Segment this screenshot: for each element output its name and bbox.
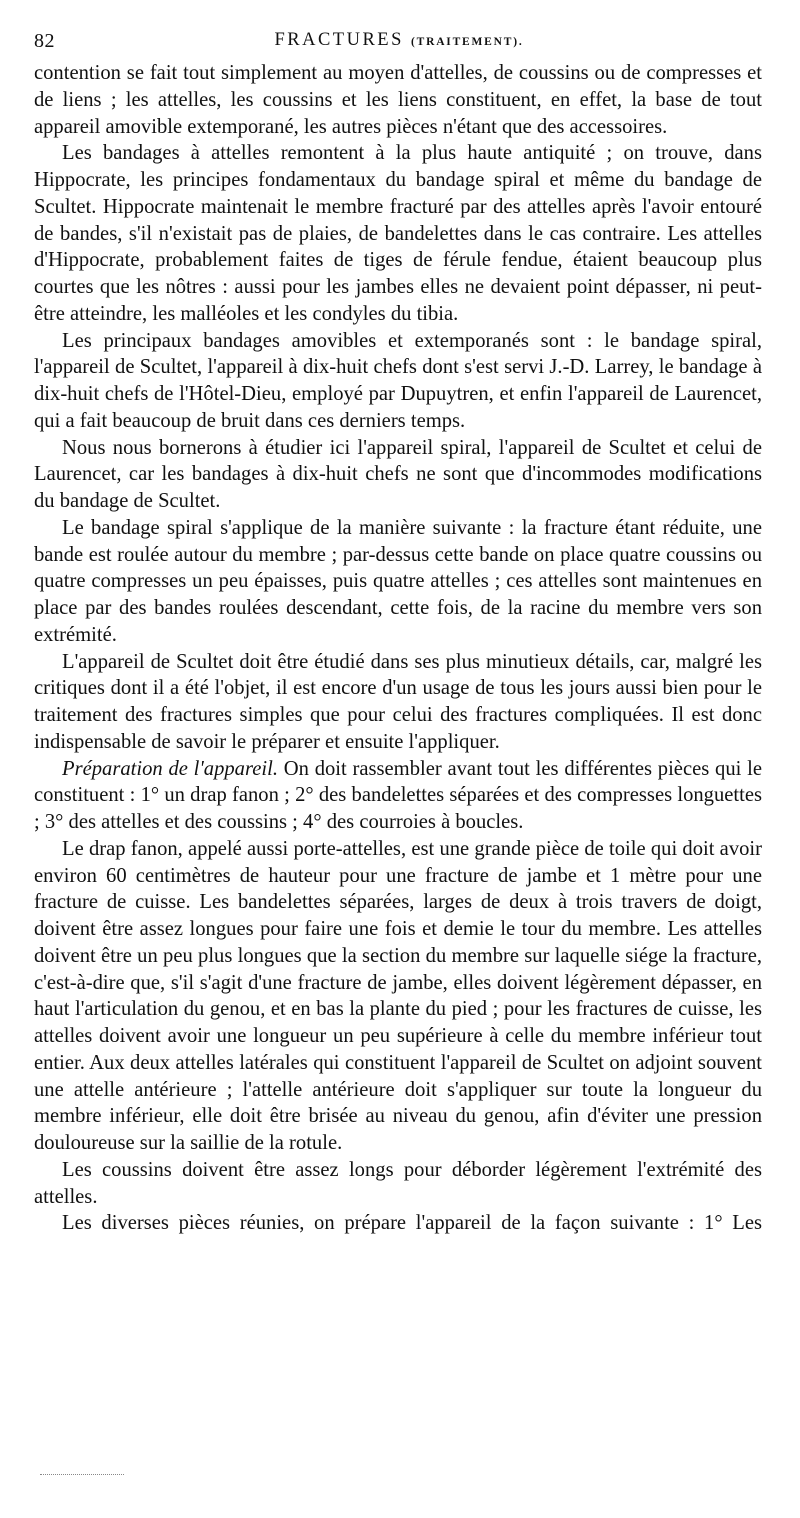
paragraph: L'appareil de Scultet doit être étudié dans ses plus minutieux détails, car, malgré les critiques dont il a été l'objet, il est encore d'un usage de tous les jours aussi bien pour le traitement des fractures simples que pour celui des fractures compliquées. Il est donc indispensable de savoir le préparer et ensuite l'appliquer. bbox=[34, 650, 762, 753]
paragraph: Les bandages à attelles remontent à la plus haute antiquité ; on trouve, dans Hippocrate, les principes fondamentaux du bandage spiral et même du bandage de Scultet. Hippocrate maintenait le membre fracturé par des attelles après l'avoir entouré de bandes, s'il n'existait pas de plaies, de bandelettes dans le cas contraire. Les attelles d'Hippocrate, probablement faites de tiges de férule fendue, étaient beaucoup plus courtes que les nôtres : aussi pour les jambes elles ne devaient point dépasser, ni peut-être atteindre, les malléoles et les condyles du tibia. bbox=[34, 142, 762, 325]
body-text bbox=[34, 60, 762, 1237]
paragraph: Les principaux bandages amovibles et extemporanés sont : le bandage spiral, l'appareil de Scultet, l'appareil à dix-huit chefs dont s'est servi J.-D. Larrey, le bandage à dix-huit chefs de l'Hôtel-Dieu, employé par Dupuytren, et enfin l'appareil de Laurencet, qui a fait beaucoup de bruit dans ces derniers temps. bbox=[34, 329, 762, 432]
paragraph bbox=[34, 756, 762, 836]
running-head bbox=[34, 30, 764, 58]
paragraph: Le drap fanon, appelé aussi porte-attelles, est une grande pièce de toile qui doit avoir environ 60 centimètres de hauteur pour une fracture de jambe et 1 mètre pour une fracture de cuisse. Les bandelettes séparées, larges de deux à trois travers de doigt, doivent être assez longues pour faire une fois et demie le tour du membre. Les attelles doivent être un peu plus longues que la section du membre sur laquelle siége la fracture, c'est-à-dire que, s'il s'agit d'une fracture de jambe, elles doivent légèrement dépasser, en haut l'articulation du genou, et en bas la plante du pied ; pour les fractures de cuisse, les attelles doivent avoir une longueur un peu supérieure à celle du membre inférieur tout entier. Aux deux attelles latérales qui constituent l'appareil de Scultet on adjoint souvent une attelle antérieure ; l'attelle antérieure doit s'appliquer sur toute la longueur du membre inférieur, elle doit être brisée au niveau du genou, afin d'éviter une pression douloureuse sur la saillie de la rotule. bbox=[34, 837, 762, 1154]
section-heading: Préparation de l'appareil. bbox=[62, 757, 278, 780]
chapter-title bbox=[34, 30, 764, 51]
chapter-title-main: FRACTURES bbox=[274, 30, 404, 50]
paragraph: Les coussins doivent être assez longs pour déborder légèrement l'extrémité des attelles. bbox=[34, 1158, 762, 1208]
paragraph-text: On doit rassembler avant tout les différentes pièces qui le constituent : 1° un drap fanon ; 2° des bandelettes séparées et des compresses longuettes ; 3° des attelles et des coussins ; 4° des courroies à boucles. bbox=[34, 757, 762, 833]
page-number: 82 bbox=[34, 30, 55, 52]
paragraph: contention se fait tout simplement au moyen d'attelles, de coussins ou de compresses et de liens ; les attelles, les coussins et les liens constituent, en effet, la base de tout appareil amovible extemporané, les autres pièces n'étant que des accessoires. bbox=[34, 62, 762, 138]
paragraph: Nous nous bornerons à étudier ici l'appareil spiral, l'appareil de Scultet et celui de Laurencet, car les bandages à dix-huit chefs ne sont que d'incommodes modifications du bandage de Scultet. bbox=[34, 436, 762, 512]
chapter-title-sub: (TRAITEMENT). bbox=[411, 36, 524, 48]
paragraph: Les diverses pièces réunies, on prépare l'appareil de la façon suivante : 1° Les bbox=[62, 1212, 762, 1235]
paragraph: Le bandage spiral s'applique de la manière suivante : la fracture étant réduite, une bande est roulée autour du membre ; par-dessus cette bande on place quatre coussins ou quatre compresses un peu épaisses, puis quatre attelles ; ces attelles sont maintenues en place par des bandes roulées descendant, cette fois, de la racine du membre vers son extrémité. bbox=[34, 516, 762, 646]
footer-rule bbox=[40, 1474, 124, 1475]
